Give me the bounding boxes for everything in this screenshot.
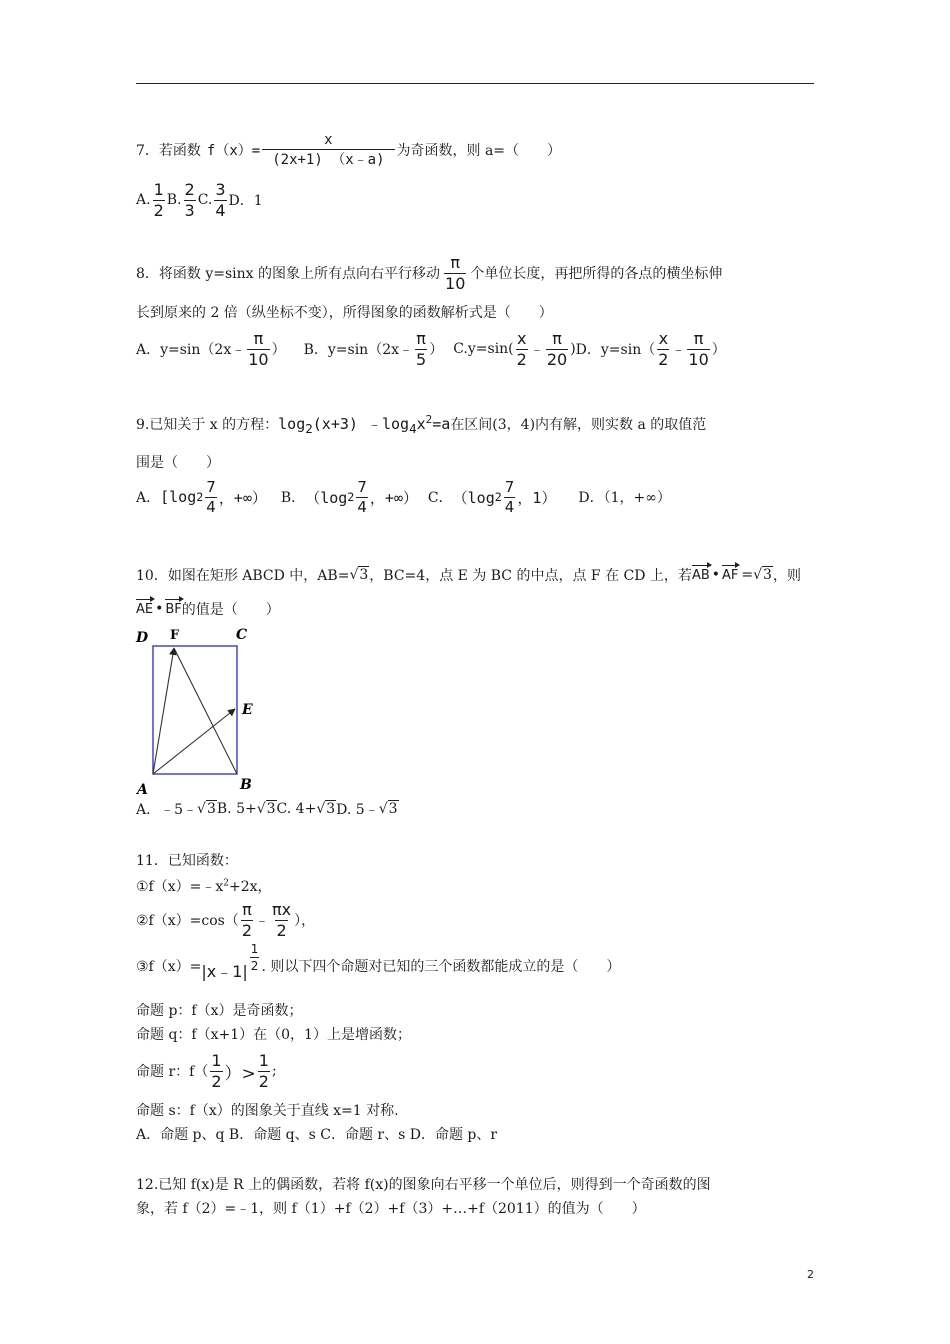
q8-c-frac2	[546, 328, 568, 369]
q9-b-sub: 2	[347, 490, 355, 504]
label-e: E	[242, 702, 253, 718]
q10-dot-2: •	[155, 601, 164, 617]
q11-f1-sup: 2	[223, 878, 229, 889]
q9-c-pre: （log	[452, 488, 495, 507]
q7-options	[136, 180, 263, 220]
q7-den: (2x+1) （x﹣a)	[262, 149, 394, 167]
q9-c-sub: 2	[494, 490, 502, 504]
q10-line2-suffix: 的值是（ ）	[181, 602, 280, 618]
q8-b-num: π	[416, 328, 426, 348]
q8-b-post: ）	[429, 342, 444, 358]
q11-r-n2: 1	[258, 1050, 269, 1070]
q12-line1: 12.已知 f(x)是 R 上的偶函数，若将 f(x)的图象向右平移一个单位后，则得到一个奇函数的图	[136, 1177, 711, 1193]
question-9	[136, 410, 706, 438]
q10-sqrt-2-radicand: 3	[763, 567, 772, 583]
q8-d-frac2	[687, 328, 709, 369]
q9-suffix: 在区间(3，4)内有解，则实数 a 的取值范	[450, 417, 707, 433]
q8-d-n2: π	[693, 328, 704, 348]
q11-f2-n2: πx	[272, 899, 292, 919]
q7-num: x	[324, 132, 333, 148]
q11-f3-d: 2	[250, 958, 259, 973]
q12-line2: 象，若 f（2）=﹣1，则 f（1）+f（2）+f（3）+…+f（2011）的值为（ ）	[136, 1201, 646, 1217]
q8-c-pre: C.y=sin(	[453, 341, 514, 357]
q10-line2	[136, 598, 280, 620]
q9-a-sub: 2	[196, 490, 204, 504]
q7-option-d: D．1	[228, 193, 263, 209]
q11-r-n: 1	[211, 1050, 222, 1070]
q7-a-den: 2	[153, 200, 164, 220]
q9-options	[136, 476, 671, 518]
q10-a-sqrt: √3	[197, 801, 216, 817]
q11-r-d2: 2	[258, 1071, 269, 1091]
q11-r-d: 2	[211, 1071, 222, 1091]
q8-c-d1: 2	[516, 349, 527, 369]
q8-c-n2: π	[552, 328, 562, 348]
q9-a-pre: [log	[160, 488, 197, 506]
q11-prop-s: 命题 s：f（x）的图象关于直线 x=1 对称.	[136, 1103, 399, 1119]
q8-c-d2: 20	[546, 349, 568, 369]
q7-c-den: 4	[215, 200, 226, 220]
question-7	[136, 130, 561, 170]
vector-ae	[153, 709, 235, 774]
q11-f2-frac1	[241, 899, 253, 940]
q9-b-label: B．	[280, 490, 306, 506]
q8-a-pre: A．y=sin（2x﹣	[136, 342, 246, 358]
q9-a-num: 7	[206, 477, 216, 496]
q10-b-sqrt: √3	[256, 801, 276, 817]
q11-f2-n1: π	[242, 899, 252, 919]
label-b: B	[240, 777, 252, 793]
q11-f3-abs: |x﹣1|	[201, 961, 248, 981]
q8-a-post: ）	[271, 342, 286, 358]
q7-option-b-frac	[184, 179, 196, 220]
label-c: C	[236, 627, 248, 643]
label-f: F	[170, 628, 180, 643]
q10-d-sqrt: √3	[378, 801, 398, 817]
q8-line1-prefix: 8．将函数 y=sinx 的图象上所有点向右平行移动	[136, 266, 441, 282]
q7-option-c-label: C.	[197, 192, 213, 208]
q9-eq-a: =a	[432, 414, 451, 433]
q9-a-label: A．	[136, 490, 161, 506]
q8-d-post: ）	[711, 342, 726, 358]
q10-sqrt-1-radicand: 3	[359, 567, 369, 583]
q11-prop-r	[136, 1050, 277, 1092]
q11-f2	[136, 898, 315, 942]
q11-options: A．命题 p、q B．命题 q、s C．命题 r、s D．命题 p、r	[136, 1127, 498, 1143]
q10-sqrt-1: √3	[349, 567, 369, 583]
q7-lhs: f（x）=	[206, 143, 261, 159]
q10-d-pre: D. 5﹣	[336, 802, 379, 818]
vector-af	[153, 648, 174, 774]
q8-b-frac	[415, 328, 427, 369]
q11-f2-d2: 2	[276, 920, 287, 940]
q8-d-d2: 10	[688, 349, 709, 369]
q11-r-mid: ）>	[224, 1063, 256, 1084]
q11-f3-exp	[250, 943, 260, 972]
q11-r-post: ;	[271, 1063, 277, 1079]
q11-r-frac1	[210, 1050, 222, 1091]
q7-b-den: 3	[184, 200, 195, 220]
q11-r-pre: 命题 r：f（	[136, 1064, 209, 1080]
q9-a-den: 4	[206, 497, 216, 516]
q9-c-post: ，1）	[517, 488, 557, 507]
q8-c-frac1	[516, 328, 528, 369]
q7-prefix: 7．若函数	[136, 143, 201, 159]
q10-prefix: 10．如图在矩形 ABCD 中，AB=	[136, 568, 350, 584]
q9-b-pre: （log	[305, 488, 348, 507]
question-10	[136, 562, 801, 588]
q9-b-num: 7	[357, 477, 367, 496]
q11-f3-post: . 则以下四个命题对已知的三个函数都能成立的是（ ）	[261, 959, 621, 975]
q7-b-num: 2	[184, 179, 195, 199]
q10-dot-1: •	[711, 567, 721, 583]
q11-f1-text: ①f（x）=﹣x	[136, 879, 224, 895]
label-d: D	[136, 630, 149, 646]
q10-vector-ae: AE	[136, 601, 154, 617]
q11-f2-d1: 2	[241, 920, 252, 940]
q10-a-radicand: 3	[206, 801, 216, 817]
q10-rectangle-figure	[134, 622, 264, 798]
q9-equation	[278, 413, 450, 436]
q9-prefix: 9.已知关于 x 的方程：	[136, 417, 279, 433]
q11-f2-mid: ﹣	[255, 913, 269, 929]
q11-prop-q: 命题 q：f（x+1）在（0，1）上是增函数；	[136, 1027, 411, 1043]
q8-d-pre: D．y=sin（	[575, 342, 656, 358]
q9-c-label: C．	[427, 490, 453, 506]
q10-b-pre: B. 5+	[216, 801, 257, 817]
q8-c-post: )	[570, 341, 576, 357]
q11-head: 11．已知函数：	[136, 853, 238, 869]
q10-c-radicand: 3	[326, 801, 336, 817]
segment-bf	[174, 648, 237, 774]
q7-option-a-label: A.	[136, 192, 151, 208]
q7-suffix: 为奇函数，则 a=（ ）	[396, 143, 562, 159]
q8-line2: 长到原来的 2 倍（纵坐标不变），所得图象的函数解析式是（ ）	[136, 305, 553, 321]
q7-option-b-label: B.	[166, 192, 182, 208]
q9-eq-sub2: 4	[409, 420, 417, 436]
q10-mid: ，BC=4，点 E 为 BC 的中点，点 F 在 CD 上，若	[369, 568, 692, 584]
q8-d-frac1	[657, 328, 669, 369]
q10-sqrt-2: √3	[753, 567, 772, 583]
q9-eq-x: x	[416, 414, 426, 433]
q7-option-a-frac	[153, 179, 165, 220]
q10-d-radicand: 3	[388, 801, 398, 817]
q8-d-n1: x	[658, 328, 669, 348]
q11-f2-pre: ②f（x）=cos（	[136, 913, 239, 929]
q8-d-mid: ﹣	[671, 342, 686, 358]
q11-prop-p: 命题 p：f（x）是奇函数；	[136, 1003, 303, 1019]
header-rule	[136, 83, 814, 84]
q11-f3-pre: ③f（x）=	[136, 959, 202, 975]
q10-vector-bf: BF	[165, 601, 182, 617]
q9-d: D．（1，+∞）	[578, 490, 671, 506]
q10-a-pre: A．﹣5﹣	[136, 802, 198, 818]
q7-c-num: 3	[215, 179, 226, 199]
q10-b-radicand: 3	[266, 801, 276, 817]
q9-c-num: 7	[504, 477, 515, 496]
q8-shift-num: π	[450, 252, 461, 272]
q11-f2-post: ），	[294, 913, 316, 929]
q11-f1-post: +2x，	[229, 879, 272, 895]
q9-line2: 围是（ ）	[136, 455, 220, 471]
q10-vector-af: AF	[722, 567, 739, 583]
q8-d-d1: 2	[658, 349, 669, 369]
q8-a-den: 10	[248, 349, 269, 369]
q10-tail: ，则	[772, 568, 801, 584]
q10-equals: =	[741, 567, 754, 583]
q9-eq-sub1: 2	[305, 420, 313, 436]
q10-c-sqrt: √3	[316, 801, 336, 817]
q9-b-post: ，+∞）	[369, 488, 418, 507]
q11-f2-frac2	[271, 899, 292, 940]
q8-b-pre: B．y=sin（2x﹣	[303, 342, 414, 358]
q9-c-den: 4	[504, 497, 515, 516]
q9-c-frac	[504, 477, 516, 516]
q8-options	[136, 328, 726, 370]
q7-a-num: 1	[153, 179, 164, 199]
q10-vector-ab: AB	[691, 567, 710, 583]
q9-a-frac	[205, 477, 217, 516]
q8-shift-den: 10	[445, 273, 466, 293]
q7-fraction	[262, 133, 394, 167]
q8-a-num: π	[253, 328, 264, 348]
q9-eq-log1: log	[278, 414, 306, 433]
q8-b-den: 5	[416, 349, 427, 369]
q9-b-den: 4	[357, 497, 367, 516]
q8-c-mid: ﹣	[529, 342, 544, 358]
q10-options	[136, 796, 399, 822]
q11-f1	[136, 876, 272, 896]
q9-b-frac	[356, 477, 368, 516]
question-8	[136, 252, 722, 294]
q11-f3-n: 1	[250, 941, 259, 956]
rect-abcd	[153, 646, 237, 774]
q11-f3	[136, 941, 621, 986]
page-number: 2	[807, 1268, 814, 1281]
q7-option-c-frac	[214, 179, 226, 220]
q8-c-n1: x	[517, 328, 527, 348]
q8-shift-frac	[444, 252, 466, 293]
label-a: A	[137, 782, 148, 798]
q9-eq-mid: (x+3) ﹣log	[312, 414, 410, 433]
q8-a-frac	[247, 328, 269, 369]
q11-r-frac2	[258, 1050, 270, 1091]
q10-c-pre: C. 4+	[276, 801, 317, 817]
q9-a-post: ，+∞）	[218, 488, 267, 507]
q8-line1-suffix: 个单位长度，再把所得的各点的横坐标伸	[470, 266, 723, 282]
q9-eq-sup: 2	[425, 412, 433, 426]
